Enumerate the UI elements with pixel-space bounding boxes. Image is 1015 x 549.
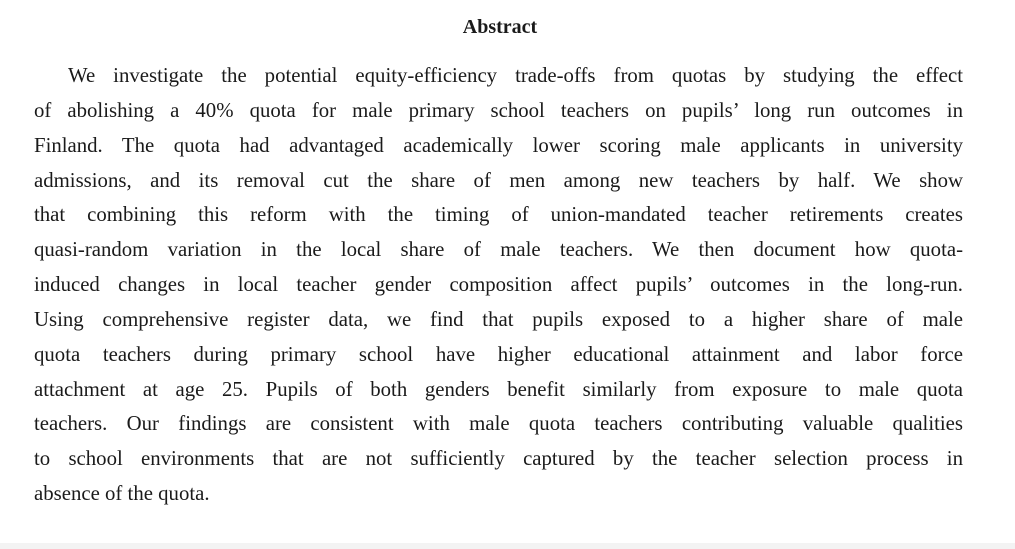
- abstract-line: admissions, and its removal cut the share of men among new teachers by half. We show: [34, 168, 963, 192]
- abstract-line: Using comprehensive register data, we find that pupils exposed to a higher share of male: [34, 307, 963, 331]
- abstract-line: quota teachers during primary school have higher educational attainment and labor force: [34, 342, 963, 366]
- abstract-body: [34, 59, 963, 512]
- abstract-line: Finland. The quota had advantaged academically lower scoring male applicants in university: [34, 133, 963, 157]
- abstract-line: of abolishing a 40% quota for male primary school teachers on pupils’ long run outcomes in: [34, 98, 963, 122]
- abstract-line: induced changes in local teacher gender composition affect pupils’ outcomes in the long-run.: [34, 273, 963, 297]
- abstract-line: We investigate the potential equity-efficiency trade-offs from quotas by studying the effect: [68, 64, 963, 87]
- abstract-line: to school environments that are not sufficiently captured by the teacher selection process in: [34, 447, 963, 471]
- abstract-heading: Abstract: [462, 16, 538, 38]
- abstract-line: teachers. Our findings are consistent with male quota teachers contributing valuable qualities: [34, 412, 963, 436]
- abstract-line: quasi-random variation in the local share of male teachers. We then document how quota-: [34, 238, 963, 262]
- page-bottom-edge: [0, 543, 1015, 549]
- abstract-line: absence of the quota.: [34, 482, 210, 506]
- abstract-line: that combining this reform with the timing of union-mandated teacher retirements creates: [34, 203, 963, 227]
- abstract-line: attachment at age 25. Pupils of both genders benefit similarly from exposure to male quota: [34, 377, 963, 401]
